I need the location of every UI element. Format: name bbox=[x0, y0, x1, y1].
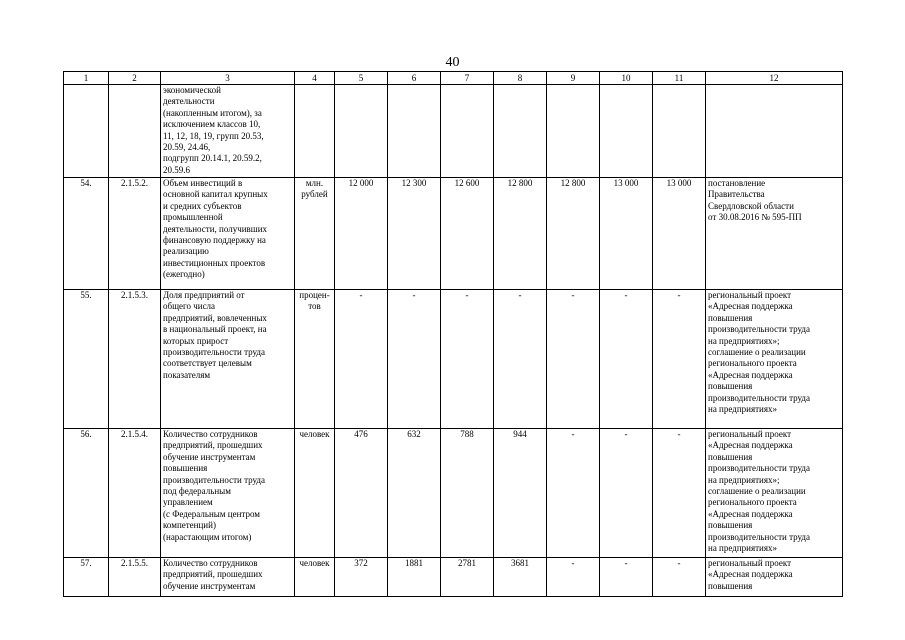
page-number: 40 bbox=[445, 55, 460, 70]
value-col8 bbox=[494, 85, 547, 178]
value-col7: 12 600 bbox=[441, 178, 494, 290]
value-col5: 12 000 bbox=[335, 178, 388, 290]
unit: человек bbox=[295, 558, 335, 597]
unit: млн. рублей bbox=[295, 178, 335, 290]
header-cell: 6 bbox=[388, 72, 441, 85]
value-col8: 12 800 bbox=[494, 178, 547, 290]
table-row bbox=[64, 178, 843, 290]
value-col5 bbox=[335, 85, 388, 178]
value-col8: 944 bbox=[494, 429, 547, 558]
header-cell: 2 bbox=[109, 72, 161, 85]
row-number bbox=[64, 85, 109, 178]
source-document: региональный проект «Адресная поддержка повышения производительности труда на предприятиях»; соглашение о реализации регионального проекта «Адресная поддержка повышения производительности труда на предприятиях» bbox=[706, 290, 843, 429]
indicator-name: Количество сотрудников предприятий, прошедших обучение инструментам повышения производительности труда под федеральным управлением (с Федеральным центром компетенций) (нарастающим итогом) bbox=[161, 429, 295, 558]
row-number: 56. bbox=[64, 429, 109, 558]
value-col9: - bbox=[547, 290, 600, 429]
value-col11: - bbox=[653, 558, 706, 597]
row-code: 2.1.5.2. bbox=[109, 178, 161, 290]
header-cell: 4 bbox=[295, 72, 335, 85]
header-cell: 5 bbox=[335, 72, 388, 85]
value-col5: 476 bbox=[335, 429, 388, 558]
row-number: 54. bbox=[64, 178, 109, 290]
value-col5: 372 bbox=[335, 558, 388, 597]
value-col6 bbox=[388, 85, 441, 178]
indicator-name: Доля предприятий от общего числа предприятий, вовлеченных в национальный проект, на которых прирост производительности труда соответствует целевым показателям bbox=[161, 290, 295, 429]
value-col9: - bbox=[547, 429, 600, 558]
header-cell: 10 bbox=[600, 72, 653, 85]
value-col10 bbox=[600, 85, 653, 178]
table-row bbox=[64, 290, 843, 429]
unit: процен- тов bbox=[295, 290, 335, 429]
value-col7: - bbox=[441, 290, 494, 429]
header-cell: 1 bbox=[64, 72, 109, 85]
table-row bbox=[64, 85, 843, 178]
header-cell: 3 bbox=[161, 72, 295, 85]
source-document: постановление Правительства Свердловской области от 30.08.2016 № 595-ПП bbox=[706, 178, 843, 290]
value-col10: - bbox=[600, 558, 653, 597]
value-col9: 12 800 bbox=[547, 178, 600, 290]
value-col9: - bbox=[547, 558, 600, 597]
indicator-name: Количество сотрудников предприятий, прошедших обучение инструментам bbox=[161, 558, 295, 597]
row-number: 55. bbox=[64, 290, 109, 429]
value-col6: 1881 bbox=[388, 558, 441, 597]
source-document: региональный проект «Адресная поддержка повышения bbox=[706, 558, 843, 597]
source-document: региональный проект «Адресная поддержка повышения производительности труда на предприятиях»; соглашение о реализации регионального проекта «Адресная поддержка повышения производительности труда на предприятиях» bbox=[706, 429, 843, 558]
value-col11: 13 000 bbox=[653, 178, 706, 290]
indicator-name: экономической деятельности (накопленным итогом), за исключением классов 10, 11, 12, 18, 19, групп 20.53, 20.59, 24.46, подгрупп 20.14.1, 20.59.2, 20.59.6 bbox=[161, 85, 295, 178]
header-cell: 9 bbox=[547, 72, 600, 85]
value-col11 bbox=[653, 85, 706, 178]
table-row bbox=[64, 429, 843, 558]
unit: человек bbox=[295, 429, 335, 558]
row-code: 2.1.5.3. bbox=[109, 290, 161, 429]
value-col7 bbox=[441, 85, 494, 178]
row-code: 2.1.5.4. bbox=[109, 429, 161, 558]
value-col5: - bbox=[335, 290, 388, 429]
header-cell: 12 bbox=[706, 72, 843, 85]
value-col10: - bbox=[600, 290, 653, 429]
value-col6: - bbox=[388, 290, 441, 429]
value-col7: 788 bbox=[441, 429, 494, 558]
value-col7: 2781 bbox=[441, 558, 494, 597]
value-col6: 632 bbox=[388, 429, 441, 558]
header-cell: 8 bbox=[494, 72, 547, 85]
header-row bbox=[64, 72, 843, 85]
source-document bbox=[706, 85, 843, 178]
unit bbox=[295, 85, 335, 178]
row-number: 57. bbox=[64, 558, 109, 597]
value-col9 bbox=[547, 85, 600, 178]
header-cell: 7 bbox=[441, 72, 494, 85]
header-cell: 11 bbox=[653, 72, 706, 85]
row-code bbox=[109, 85, 161, 178]
value-col10: - bbox=[600, 429, 653, 558]
value-col11: - bbox=[653, 429, 706, 558]
value-col10: 13 000 bbox=[600, 178, 653, 290]
row-code: 2.1.5.5. bbox=[109, 558, 161, 597]
table-row bbox=[64, 558, 843, 597]
value-col6: 12 300 bbox=[388, 178, 441, 290]
value-col8: 3681 bbox=[494, 558, 547, 597]
indicator-name: Объем инвестиций в основной капитал крупных и средних субъектов промышленной деятельности, получивших финансовую поддержку на реализацию инвестиционных проектов (ежегодно) bbox=[161, 178, 295, 290]
indicators-table bbox=[63, 71, 843, 597]
value-col8: - bbox=[494, 290, 547, 429]
value-col11: - bbox=[653, 290, 706, 429]
